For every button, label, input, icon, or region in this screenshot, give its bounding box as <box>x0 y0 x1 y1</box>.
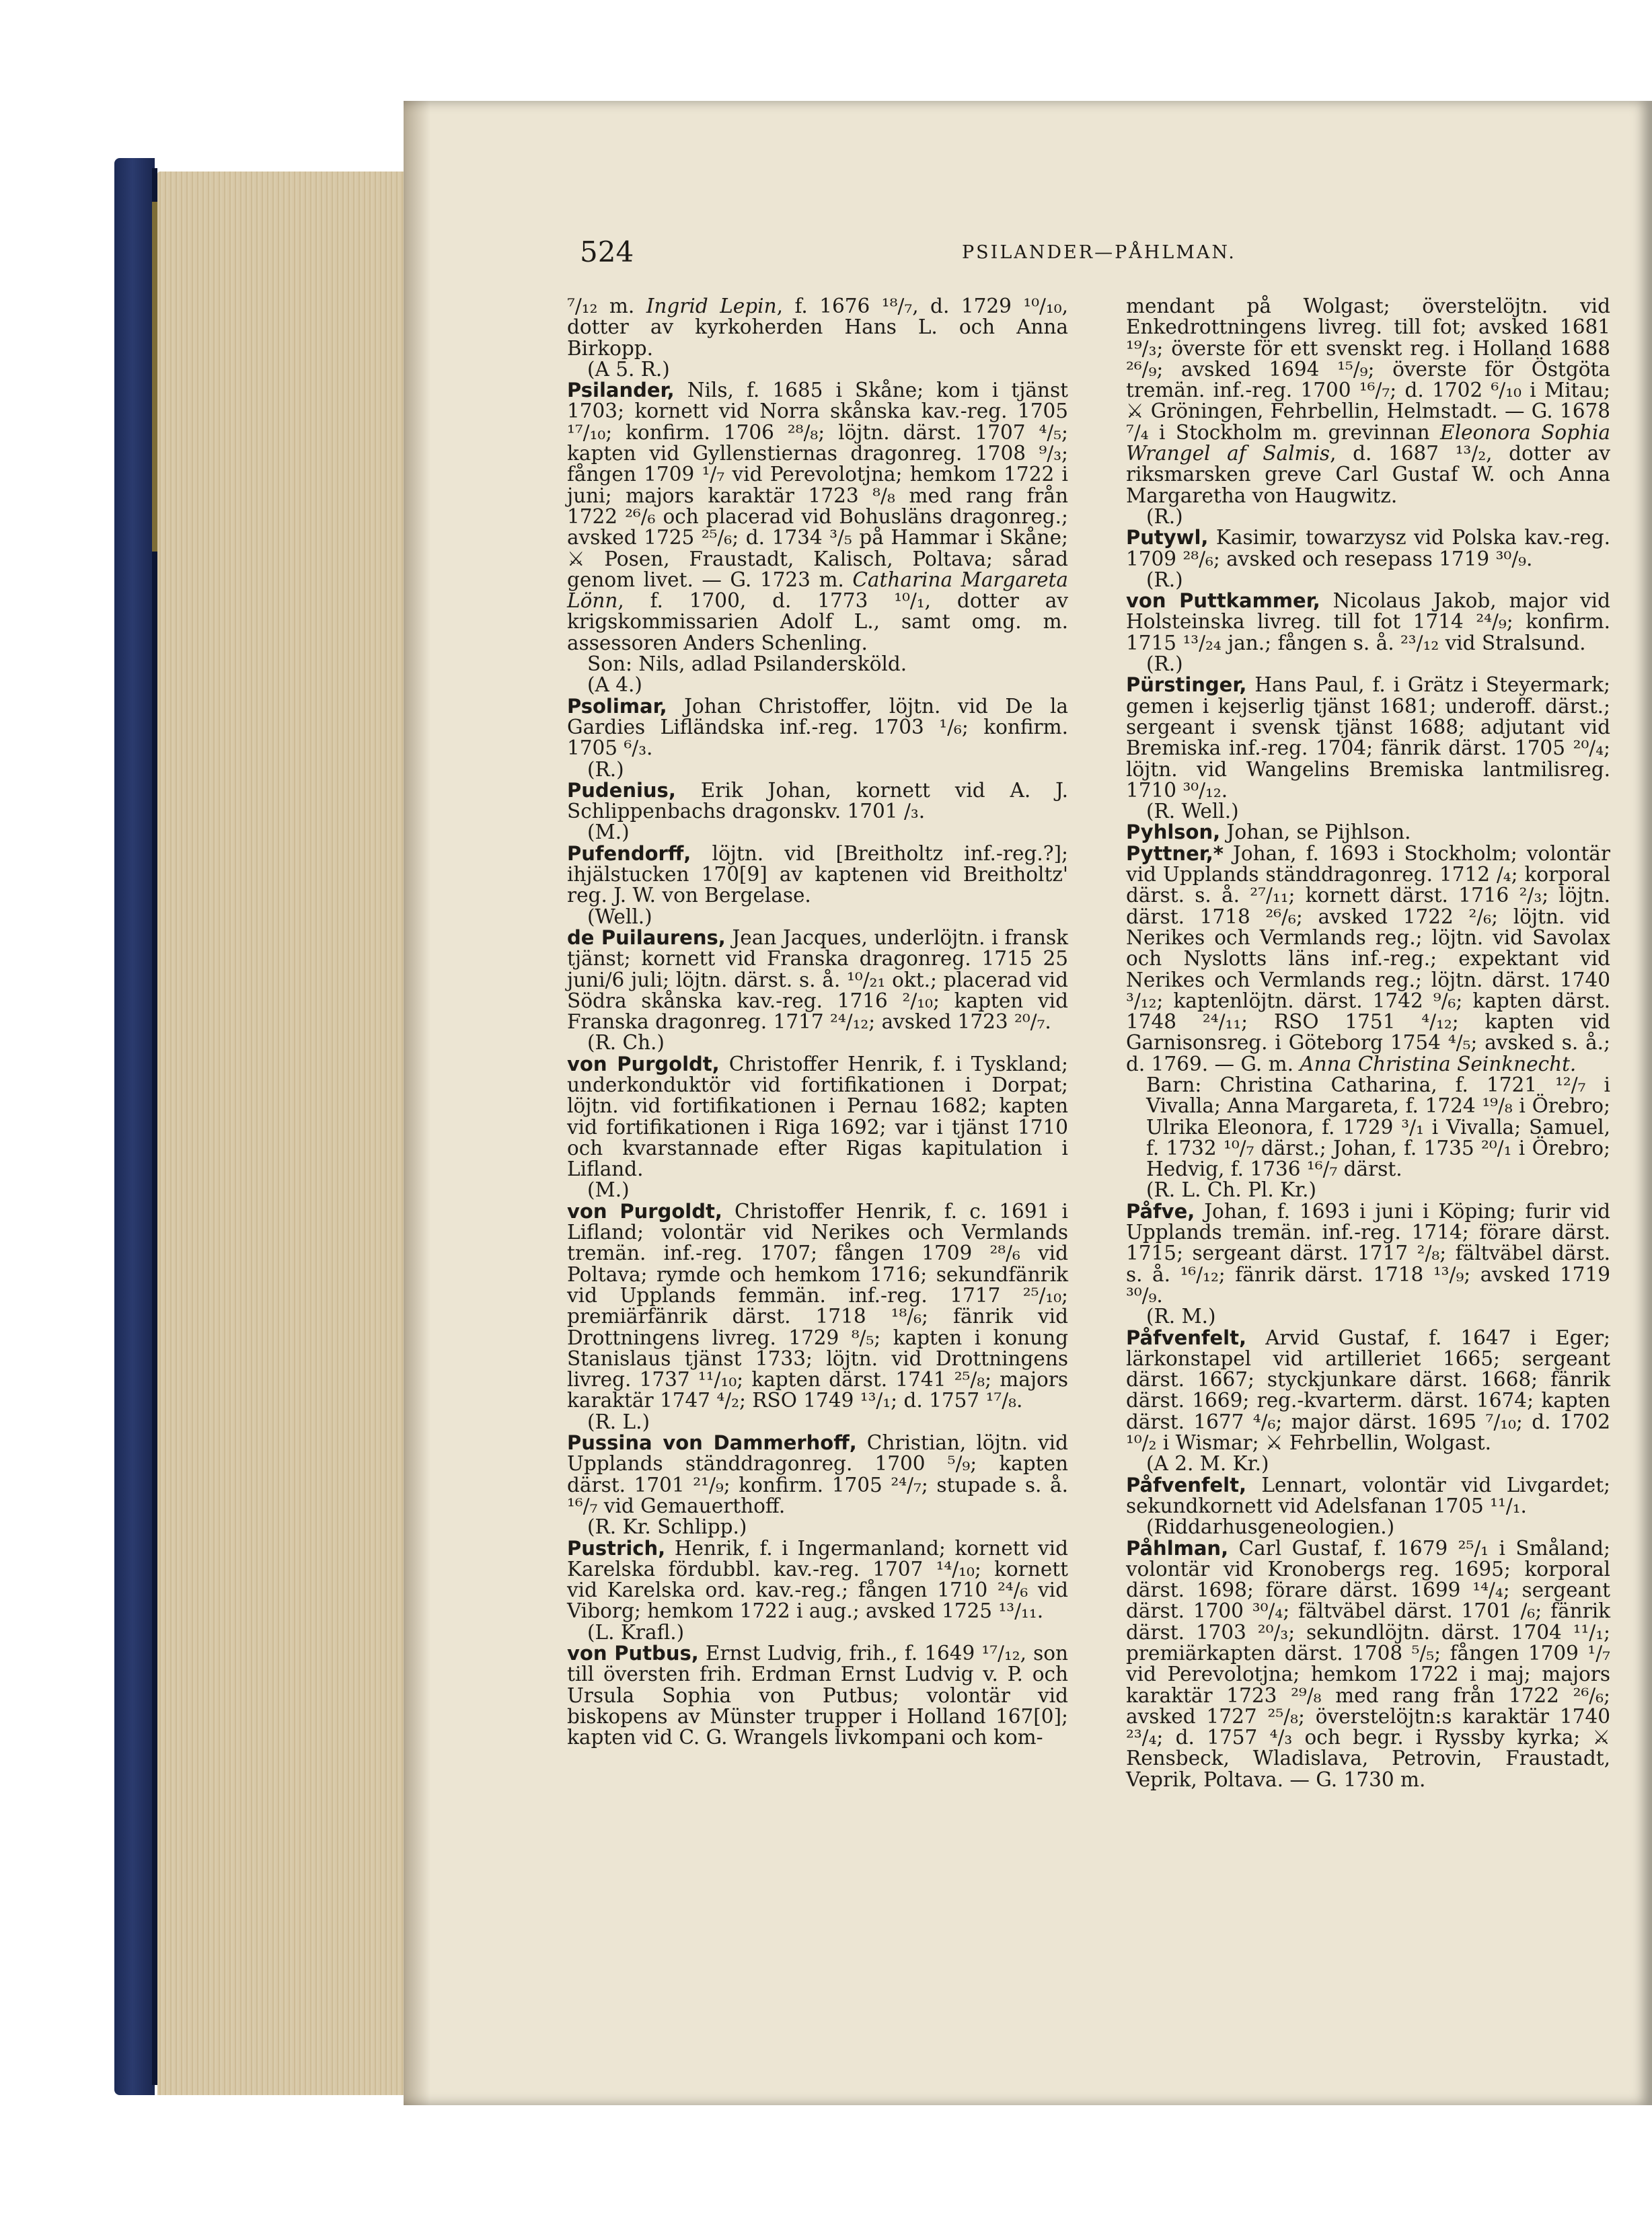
entry-name: Pufendorff, <box>567 841 691 865</box>
entry-source: (A 2. M. Kr.) <box>1146 1452 1269 1476</box>
entry-pudenius: Pudenius, Erik Johan, kornett vid A. J. Schlippenbachs dragonskv. 1701 /₃. <box>567 778 1068 823</box>
entry-source: (A 5. R.) <box>587 357 670 381</box>
entry-name: Påhlman, <box>1126 1536 1229 1560</box>
entry-source: (A 4.) <box>587 673 642 697</box>
entry-purstinger: Pürstinger, Hans Paul, f. i Grätz i Steyermark; gemen i kejserlig tjänst 1681; underoff. därst.; sergeant i svensk tjänst 1688; adjutant vid Bremiska inf.-reg. 1704; fänrik därst. 1705 ²⁰/₄; löjtn. vid Wangelins Bremiska lantmilisreg. 1710 ³⁰/₁₂. <box>1126 673 1610 802</box>
entry-pussina: Pussina von Dammerhoff, Christian, löjtn. vid Upplands ständdragonreg. 1700 ⁵/₉; kapten därst. 1701 ²¹/₉; konfirm. 1705 ²⁴/₇; stupade s. å. ¹⁶/₇ vid Gemauerthoff. <box>567 1431 1068 1517</box>
entry-source: (R. L. Ch. Pl. Kr.) <box>1146 1178 1316 1202</box>
entry-source: (R. Kr. Schlipp.) <box>587 1515 747 1539</box>
entry-pahlman: Påhlman, Carl Gustaf, f. 1679 ²⁵/₁ i Småland; volontär vid Kronobergs reg. 1695; korporal därst. 1698; förare därst. 1699 ¹⁴/₄; sergeant därst. 1700 ³⁰/₄; fältväbel därst. 1701 /₆; fänrik därst. 1703 ²⁰/₃; sekundlöjtn. därst. 1704 ¹¹/₁; premiärkapten därst. 1708 ⁵/₅; fången 1709 ¹/₇ vid Perevolotjna; hemkom 1722 i maj; majors karaktär 1723 ²⁹/₈ med rang från 1722 ²⁶/₆; avsked 1727 ²⁵/₈; överstelöjtn:s karaktär 1740 ²³/₄; d. 1757 ⁴/₃ och begr. i Ryssby kyrka; ⚔ Rensbeck, Wladislava, Petrovin, Fraustadt, Veprik, Poltava. — G. 1730 m. <box>1126 1536 1610 1791</box>
entry-name: Psolimar, <box>567 694 667 718</box>
entry-source: (M.) <box>587 1178 630 1202</box>
page-edges <box>157 172 413 2095</box>
entry-source: (R. M.) <box>1146 1305 1216 1328</box>
entry-pyttner: Pyttner,* Johan, f. 1693 i Stockholm; volontär vid Upplands ständdragonreg. 1712 /₄; korporal därst. s. å. ²⁷/₁₁; kornett därst. 1716 ²/₃; löjtn. därst. 1718 ²⁶/₆; avsked 1722 ²/₆; löjtn. vid Nerikes och Vermlands reg.; löjtn. vid Savolax och Nyslotts läns inf.-reg.; expektant vid Nerikes och Vermlands reg.; löjtn. därst. 1740 ³/₁₂; kaptenlöjtn. därst. 1742 ⁹/₆; kapten därst. 1748 ²⁴/₁₁; RSO 1751 ⁴/₁₂; kapten vid Garnisonsreg. i Göteborg 1754 ⁴/₅; avsked s. å.; d. 1769. — G. m. Anna Christina Seinknecht. <box>1126 841 1610 1075</box>
entry-name: Påfve, <box>1126 1199 1195 1223</box>
entry-name: Pustrich, <box>567 1536 666 1560</box>
entry-continuation: ⁷/₁₂ m. Ingrid Lepin, f. 1676 ¹⁸/₇, d. 1729 ¹⁰/₁₀, dotter av kyrkoherden Hans L. och Anna Birkopp. <box>567 295 1069 360</box>
entry-name: Psilander, <box>567 379 675 402</box>
entry-psolimar: Psolimar, Johan Christoffer, löjtn. vid De la Gardies Lifländska inf.-reg. 1703 ¹/₆; konfirm. 1705 ⁶/₃. <box>567 694 1068 760</box>
entry-name: Pürstinger, <box>1126 673 1247 697</box>
entry-name: von Putbus, <box>567 1642 699 1665</box>
entry-name: Påfvenfelt, <box>1126 1326 1246 1349</box>
entry-source: (Well.) <box>587 905 652 928</box>
entry-purgoldt-2: von Purgoldt, Christoffer Henrik, f. c. 1691 i Lifland; volontär vid Nerikes och Vermlands tremän. inf.-reg. 1707; fången 1709 ²⁸/₆ vid Poltava; rymde och hemkom 1716; sekundfänrik vid Upplands femmän. inf.-reg. 1717 ²⁵/₁₀; premiärfänrik därst. 1718 ¹⁸/₆; fänrik vid Drottningens livreg. 1729 ⁸/₅; kapten i konung Stanislaus tjänst 1733; löjtn. vid Drottningens livreg. 1737 ¹¹/₁₀; kapten därst. 1741 ²⁵/₈; majors karaktär 1747 ⁴/₂; RSO 1749 ¹³/₁; d. 1757 ¹⁷/₈. <box>567 1199 1068 1412</box>
entry-name: Påfvenfelt, <box>1126 1473 1246 1497</box>
entry-purgoldt-1: von Purgoldt, Christoffer Henrik, f. i Tyskland; underkonduktör vid fortifikationen i Dorpat; löjtn. vid fortifikationen i Pernau 1682; kapten vid fortifikationen i Riga 1692; var i tjänst 1710 och kvarstannade efter Rigas kapitulation i Lifland. <box>567 1052 1068 1181</box>
right-column <box>1126 296 1610 1790</box>
page-header <box>580 235 1252 276</box>
entry-source: (R.) <box>1146 504 1183 528</box>
entry-pyhlson: Pyhlson, Johan, se Pijhlson. <box>1126 821 1411 844</box>
left-column <box>567 296 1068 1748</box>
entry-name: Putywl, <box>1126 526 1209 550</box>
entry-name: de Puilaurens, <box>567 925 726 949</box>
entry-psilander: Psilander, Nils, f. 1685 i Skåne; kom i tjänst 1703; kornett vid Norra skånska kav.-reg. 1705 ¹⁷/₁₀; konfirm. 1706 ²⁸/₈; löjtn. därst. 1707 ⁴/₅; kapten vid Gyllenstiernas dragonreg. 1708 ⁹/₃; fången 1709 ¹/₇ vid Perevolotjna; hemkom 1722 i juni; majors karaktär 1723 ⁸/₈ med rang från 1722 ²⁶/₆ och placerad vid Bohusläns dragonreg.; avsked 1725 ²⁵/₆; d. 1734 ³/₅ på Hammar i Skåne; ⚔ Posen, Fraustadt, Kalisch, Poltava; sårad genom livet. — G. 1723 m. Catharina Margareta Lönn, f. 1700, d. 1773 ¹⁰/₁, dotter av krigskommissarien Adolf L., samt omg. m. assessoren Anders Schenling. <box>567 379 1068 654</box>
entry-pustrich: Pustrich, Henrik, f. i Ingermanland; kornett vid Karelska fördubbl. kav.-reg. 1707 ¹⁴/₁₀; kornett vid Karelska ord. kav.-reg.; fången 1710 ²⁴/₆ vid Viborg; hemkom 1722 i aug.; avsked 1725 ¹³/₁₁. <box>567 1536 1068 1623</box>
entry-pafvenfelt-lennart: Påfvenfelt, Lennart, volontär vid Livgardet; sekundkornett vid Adelsfanan 1705 ¹¹/₁. <box>1126 1473 1610 1517</box>
entry-name: Pyttner,* <box>1126 841 1224 865</box>
entry-pufendorff: Pufendorff, löjtn. vid [Breitholtz inf.-reg.?]; ihjälstucken 170[9] av kaptenen vid Breitholtz' reg. J. W. von Bergelase. <box>567 841 1068 907</box>
entry-name: Pussina von Dammerhoff, <box>567 1431 857 1455</box>
entry-source: (R. L.) <box>587 1410 650 1433</box>
entry-putbus: von Putbus, Ernst Ludvig, frih., f. 1649 ¹⁷/₁₂, son till översten frih. Erdman Ernst Ludvig v. P. och Ursula Sophia von Putbus; volontär vid biskopens av Münster trupper i Holland 167[0]; kapten vid C. G. Wrangels livkompani och kom- <box>567 1642 1069 1749</box>
entry-source: (R.) <box>587 757 624 781</box>
running-head: PSILANDER—PÅHLMAN. <box>962 242 1236 263</box>
entry-source: (R.) <box>1146 652 1183 676</box>
entry-pafve: Påfve, Johan, f. 1693 i juni i Köping; furir vid Upplands tremän. inf.-reg. 1714; förare därst. 1715; sergeant därst. 1717 ²/₈; fältväbel därst. s. å. ¹⁶/₁₂; fänrik därst. 1718 ¹³/₉; avsked 1719 ³⁰/₉. <box>1126 1199 1610 1307</box>
entry-source: (R. Ch.) <box>587 1031 665 1055</box>
entry-putywl: Putywl, Kasimir, towarzysz vid Polska kav.-reg. 1709 ²⁸/₆; avsked och resepass 1719 ³⁰/₉. <box>1126 526 1610 570</box>
gutter-shadow <box>404 101 430 2105</box>
entry-pafvenfelt-arvid: Påfvenfelt, Arvid Gustaf, f. 1647 i Eger; lärkonstapel vid artilleriet 1665; sergeant därst. 1667; styckjunkare därst. 1668; fänrik därst. 1669; reg.-kvarterm. därst. 1674; kapten därst. 1677 ⁴/₆; major därst. 1695 ⁷/₁₀; d. 1702 ¹⁰/₂ i Wismar; ⚔ Fehrbellin, Wolgast. <box>1126 1326 1610 1455</box>
entry-name: Pyhlson, <box>1126 821 1221 844</box>
entry-source: (L. Krafl.) <box>587 1620 685 1644</box>
page-number: 524 <box>580 235 634 268</box>
entry-name: von Purgoldt, <box>567 1199 722 1223</box>
entry-children: Son: Nils, adlad Psilandersköld. <box>587 652 907 676</box>
entry-children: Barn: Christina Catharina, f. 1721 ¹²/₇ i Vivalla; Anna Margareta, f. 1724 ¹⁹/₈ i Örebro; Ulrika Eleonora, f. 1729 ³/₁ i Vivalla; Samuel, f. 1732 ¹⁰/₇ därst.; Johan, f. 1735 ²⁰/₁ i Örebro; Hedvig, f. 1736 ¹⁶/₇ därst. <box>1146 1073 1610 1181</box>
entry-source: (R.) <box>1146 568 1183 591</box>
entry-puttkammer: von Puttkammer, Nicolaus Jakob, major vid Holsteinska livreg. till fot 1714 ²⁴/₉; konfirm. 1715 ¹³/₂₄ jan.; fången s. å. ²³/₁₂ vid Stralsund. <box>1126 589 1610 654</box>
entry-name: von Purgoldt, <box>567 1052 720 1075</box>
entry-source: (M.) <box>587 821 630 844</box>
entry-source: (Riddarhusgeneologien.) <box>1146 1515 1395 1539</box>
entry-name: Pudenius, <box>567 778 676 802</box>
entry-continuation: mendant på Wolgast; överstelöjtn. vid Enkedrottningens livreg. till fot; avsked 1681 ¹⁹/₃; överste för ett svenskt reg. i Holland 1688 ²⁶/₉; avsked 1694 ¹⁵/₉; överste för Östgöta tremän. inf.-reg. 1700 ¹⁶/₇; d. 1702 ⁶/₁₀ i Mitau; ⚔ Gröningen, Fehrbellin, Helmstadt. — G. 1678 ⁷/₄ i Stockholm m. grevinnan Eleonora Sophia Wrangel af Salmis, d. 1687 ¹³/₂, dotter av riksmarsken greve Carl Gustaf W. och Anna Margaretha von Haugwitz. <box>1126 295 1610 507</box>
entry-source: (R. Well.) <box>1146 800 1239 823</box>
entry-name: von Puttkammer, <box>1126 589 1320 613</box>
entry-puilaurens: de Puilaurens, Jean Jacques, underlöjtn. i fransk tjänst; kornett vid Franska dragonreg. 1715 25 juni/6 juli; löjtn. därst. s. å. ¹⁰/₂₁ okt.; placerad vid Södra skånska kav.-reg. 1716 ²/₁₀; kapten vid Franska dragonreg. 1717 ²⁴/₁₂; avsked 1723 ²⁰/₇. <box>567 925 1068 1034</box>
book-cover <box>114 158 155 2095</box>
